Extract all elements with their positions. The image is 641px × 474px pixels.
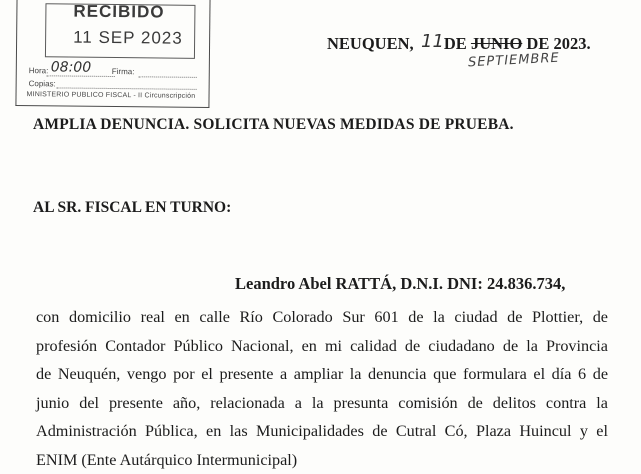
complainant-identity: Leandro Abel RATTÁ, D.N.I. DNI: 24.836.734, <box>235 274 565 294</box>
stamp-title: RECIBIDO <box>73 2 164 23</box>
stamp-copias-line <box>57 87 197 89</box>
struck-month: JUNIO <box>471 34 522 53</box>
received-stamp <box>15 0 210 108</box>
body-line: Administración Pública, en las Municipalidades de Cutral Có, Plaza Huincul y el <box>36 417 608 446</box>
stamp-office: MINISTERIO PUBLICO FISCAL - II Circunscripción <box>26 91 195 100</box>
handwritten-day: 11 <box>421 31 444 52</box>
stamp-date: 11 SEP 2023 <box>73 28 183 49</box>
stamp-hora-label: Hora: <box>29 66 49 75</box>
body-line: junio del presente año, relacionada a la presunta comisión de delitos contra la <box>36 389 608 418</box>
body-paragraph <box>36 303 608 474</box>
stamp-copias-label: Copias: <box>29 79 56 88</box>
stamp-firma-line <box>139 76 197 78</box>
addressee: AL SR. FISCAL EN TURNO: <box>33 199 231 217</box>
body-line: ENIM (Ente Autárquico Intermunicipal) <box>36 446 608 474</box>
stamp-hora-value: 08:00 <box>51 59 92 75</box>
handwritten-month: SEPTIEMBRE <box>468 51 560 71</box>
body-line: profesión Contador Público Nacional, en mi calidad de ciudadano de la Provincia <box>36 332 608 361</box>
body-line: con domicilio real en calle Río Colorado Sur 601 de la ciudad de Plottier, de <box>36 303 608 332</box>
de-label: DE <box>444 34 467 53</box>
stamp-hora-line <box>47 75 115 77</box>
body-line: de Neuquén, vengo por el presente a ampliar la denuncia que formulara el día 6 de <box>36 360 608 389</box>
city-name: NEUQUEN, <box>327 34 414 53</box>
stamp-firma-label: Firma: <box>112 67 135 76</box>
document-subject: AMPLIA DENUNCIA. SOLICITA NUEVAS MEDIDAS DE PRUEBA. <box>33 116 514 134</box>
year-text: DE 2023. <box>526 34 590 53</box>
